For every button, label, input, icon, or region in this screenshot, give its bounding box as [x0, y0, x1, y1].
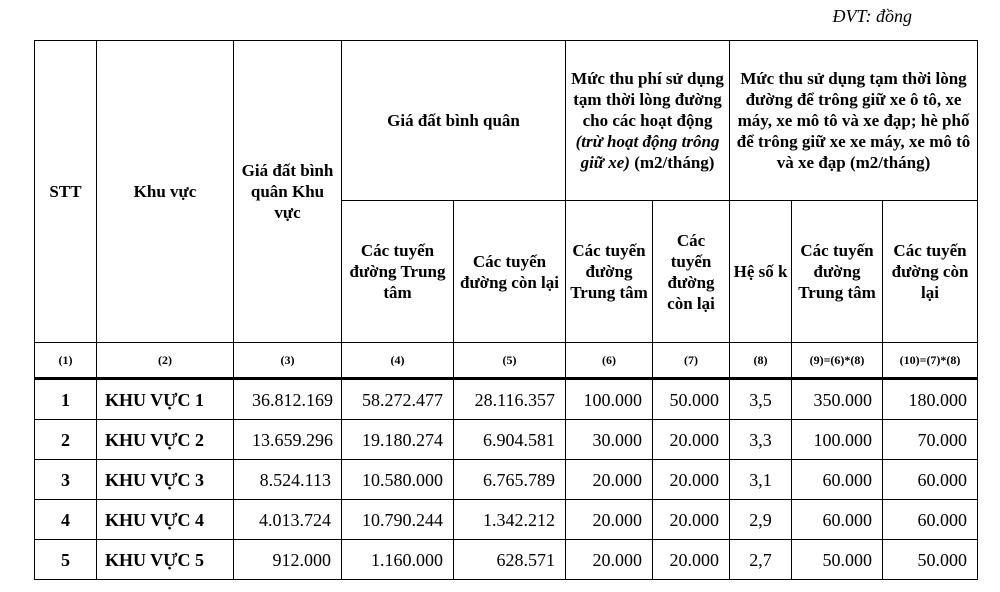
cell-park-other: 50.000 [883, 540, 978, 580]
header-tt-6: Các tuyến đường Trung tâm [566, 201, 653, 343]
cell-k: 2,7 [730, 540, 792, 580]
header-hs-8: Hệ số k [730, 201, 792, 343]
col-num: (2) [97, 343, 234, 379]
cell-stt: 4 [35, 500, 97, 540]
cell-fee-other: 20.000 [653, 420, 730, 460]
col-num: (8) [730, 343, 792, 379]
cell-center: 1.160.000 [342, 540, 454, 580]
cell-stt: 5 [35, 540, 97, 580]
cell-other: 6.765.789 [454, 460, 566, 500]
unit-label: ĐVT: đồng [832, 6, 912, 26]
col-num: (9)=(6)*(8) [792, 343, 883, 379]
header-khu-vuc: Khu vực [97, 41, 234, 343]
cell-fee-other: 20.000 [653, 540, 730, 580]
col-num: (4) [342, 343, 454, 379]
cell-fee-center: 20.000 [566, 460, 653, 500]
cell-k: 3,3 [730, 420, 792, 460]
column-number-row [35, 343, 978, 379]
table-row [35, 379, 978, 420]
cell-area: KHU VỰC 1 [97, 379, 234, 420]
cell-area: KHU VỰC 4 [97, 500, 234, 540]
table-row [35, 500, 978, 540]
cell-other: 628.571 [454, 540, 566, 580]
cell-park-other: 70.000 [883, 420, 978, 460]
header-cl-5: Các tuyến đường còn lại [454, 201, 566, 343]
header-cl-10: Các tuyến đường còn lại [883, 201, 978, 343]
cell-fee-other: 20.000 [653, 460, 730, 500]
col-num: (7) [653, 343, 730, 379]
cell-avg: 912.000 [234, 540, 342, 580]
cell-park-center: 50.000 [792, 540, 883, 580]
cell-fee-center: 100.000 [566, 379, 653, 420]
table-row [35, 540, 978, 580]
cell-area: KHU VỰC 5 [97, 540, 234, 580]
cell-park-other: 180.000 [883, 379, 978, 420]
cell-fee-other: 50.000 [653, 379, 730, 420]
col-num: (6) [566, 343, 653, 379]
header-gia-dat-bq: Giá đất bình quân [342, 41, 566, 201]
cell-k: 3,5 [730, 379, 792, 420]
header-cl-7: Các tuyến đường còn lại [653, 201, 730, 343]
cell-center: 58.272.477 [342, 379, 454, 420]
cell-avg: 13.659.296 [234, 420, 342, 460]
cell-park-other: 60.000 [883, 500, 978, 540]
header-muc-thu-sd: Mức thu sử dụng tạm thời lòng đường để trông giữ xe ô tô, xe máy, xe mô tô và xe đạp; hè phố để trông giữ xe xe máy, xe mô tô và xe đạp (m2/tháng) [730, 41, 978, 201]
cell-fee-center: 20.000 [566, 540, 653, 580]
cell-fee-center: 30.000 [566, 420, 653, 460]
muc-thu-phi-note: (trừ hoạt động trông giữ xe) [575, 132, 720, 172]
fee-table [34, 40, 978, 580]
cell-area: KHU VỰC 3 [97, 460, 234, 500]
col-num: (3) [234, 343, 342, 379]
cell-stt: 2 [35, 420, 97, 460]
cell-k: 3,1 [730, 460, 792, 500]
header-muc-thu-phi [566, 41, 730, 201]
cell-fee-other: 20.000 [653, 500, 730, 540]
cell-park-center: 350.000 [792, 379, 883, 420]
header-tt-9: Các tuyến đường Trung tâm [792, 201, 883, 343]
header-gia-dat-kv: Giá đất bình quân Khu vực [234, 41, 342, 343]
table-row [35, 420, 978, 460]
col-num: (10)=(7)*(8) [883, 343, 978, 379]
table-row [35, 460, 978, 500]
cell-avg: 4.013.724 [234, 500, 342, 540]
col-num: (5) [454, 343, 566, 379]
cell-stt: 1 [35, 379, 97, 420]
cell-area: KHU VỰC 2 [97, 420, 234, 460]
cell-other: 1.342.212 [454, 500, 566, 540]
cell-fee-center: 20.000 [566, 500, 653, 540]
header-stt: STT [35, 41, 97, 343]
cell-other: 28.116.357 [454, 379, 566, 420]
cell-center: 19.180.274 [342, 420, 454, 460]
cell-avg: 36.812.169 [234, 379, 342, 420]
header-tt-4: Các tuyến đường Trung tâm [342, 201, 454, 343]
muc-thu-phi-unit: (m2/tháng) [634, 153, 715, 172]
cell-avg: 8.524.113 [234, 460, 342, 500]
cell-park-center: 100.000 [792, 420, 883, 460]
cell-other: 6.904.581 [454, 420, 566, 460]
cell-center: 10.580.000 [342, 460, 454, 500]
cell-park-other: 60.000 [883, 460, 978, 500]
muc-thu-phi-text: Mức thu phí sử dụng tạm thời lòng đường cho các hoạt động [571, 69, 724, 130]
col-num: (1) [35, 343, 97, 379]
cell-k: 2,9 [730, 500, 792, 540]
cell-center: 10.790.244 [342, 500, 454, 540]
cell-park-center: 60.000 [792, 460, 883, 500]
cell-stt: 3 [35, 460, 97, 500]
cell-park-center: 60.000 [792, 500, 883, 540]
